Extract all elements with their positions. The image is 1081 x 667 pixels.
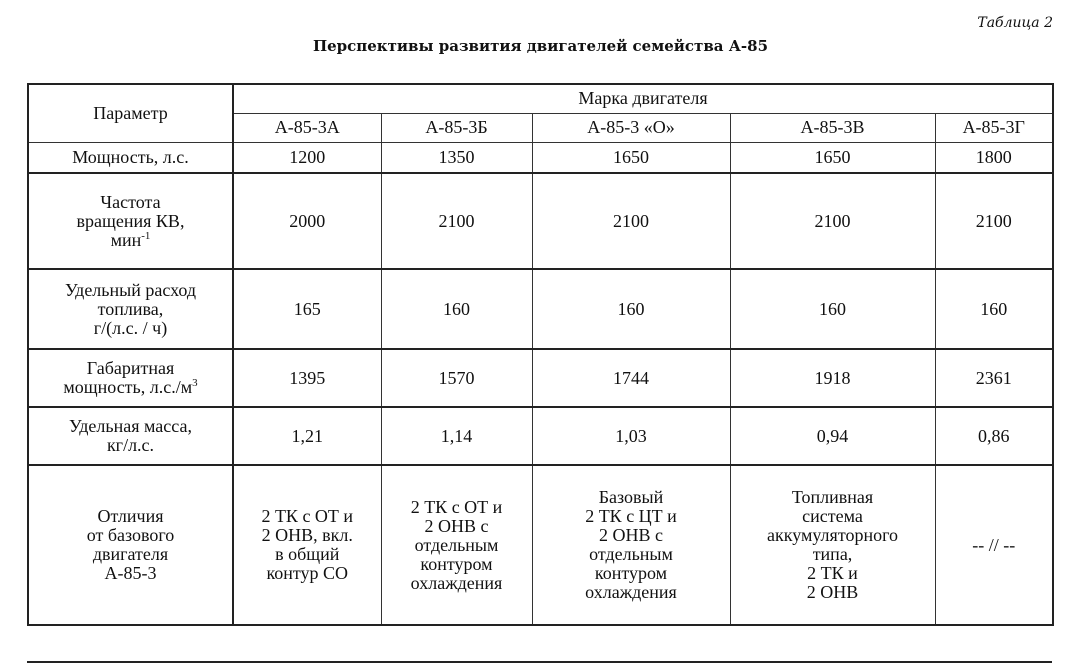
cell: 2100: [532, 173, 730, 269]
param-sup: -1: [141, 229, 151, 242]
table-caption: Таблица 2: [977, 15, 1053, 31]
param-label: Мощность, л.с.: [28, 142, 233, 173]
cell: 1918: [730, 349, 935, 407]
engine-header: А-85-3В: [730, 113, 935, 142]
cell: 2 ТК с ОТ и 2 ОНВ с отдельным контуром охлаждения: [381, 465, 532, 625]
param-sup: 3: [192, 377, 198, 389]
engine-table: [27, 83, 1054, 626]
cell: 1395: [233, 349, 381, 407]
table-row: [28, 349, 1053, 407]
cell: 1650: [730, 142, 935, 173]
cell: 2100: [381, 173, 532, 269]
cell: 160: [935, 269, 1053, 349]
cell: 1570: [381, 349, 532, 407]
engine-header: А-85-3А: [233, 113, 381, 142]
cell: 1,03: [532, 407, 730, 465]
table-row: [28, 465, 1053, 625]
cell: 1,14: [381, 407, 532, 465]
param-header: Параметр: [28, 84, 233, 142]
cell: 1,21: [233, 407, 381, 465]
engine-header: А-85-3 «О»: [532, 113, 730, 142]
cell: 165: [233, 269, 381, 349]
cell: 2361: [935, 349, 1053, 407]
cell: 2 ТК с ОТ и 2 ОНВ, вкл. в общий контур СО: [233, 465, 381, 625]
table-row: [28, 269, 1053, 349]
cell: 2000: [233, 173, 381, 269]
cell: 1744: [532, 349, 730, 407]
cell: 0,86: [935, 407, 1053, 465]
table-row: [28, 407, 1053, 465]
engine-header: А-85-3Б: [381, 113, 532, 142]
table-row: [28, 142, 1053, 173]
bottom-rule: [27, 661, 1052, 663]
cell: 2100: [730, 173, 935, 269]
cell: 1200: [233, 142, 381, 173]
cell: 1350: [381, 142, 532, 173]
param-label: [28, 349, 233, 407]
param-text: Частота вращения КВ, мин: [76, 191, 185, 250]
param-label: [28, 173, 233, 269]
param-label: Отличия от базового двигателя А-85-3: [28, 465, 233, 625]
cell: 160: [532, 269, 730, 349]
cell: 1650: [532, 142, 730, 173]
cell: Базовый 2 ТК с ЦТ и 2 ОНВ с отдельным контуром охлаждения: [532, 465, 730, 625]
param-text: Габаритная мощность, л.с./м: [63, 358, 193, 397]
engine-header: А-85-3Г: [935, 113, 1053, 142]
cell: 160: [730, 269, 935, 349]
cell: -- // --: [935, 465, 1053, 625]
cell: 1800: [935, 142, 1053, 173]
cell: 0,94: [730, 407, 935, 465]
cell: Топливная система аккумуляторного типа, 2 ТК и 2 ОНВ: [730, 465, 935, 625]
cell: 2100: [935, 173, 1053, 269]
table-title: Перспективы развития двигателей семейства А-85: [312, 37, 769, 55]
param-label: Удельная масса, кг/л.с.: [28, 407, 233, 465]
table-row: [28, 173, 1053, 269]
param-label: Удельный расход топлива, г/(л.с. / ч): [28, 269, 233, 349]
cell: 160: [381, 269, 532, 349]
group-header: Марка двигателя: [233, 84, 1053, 113]
